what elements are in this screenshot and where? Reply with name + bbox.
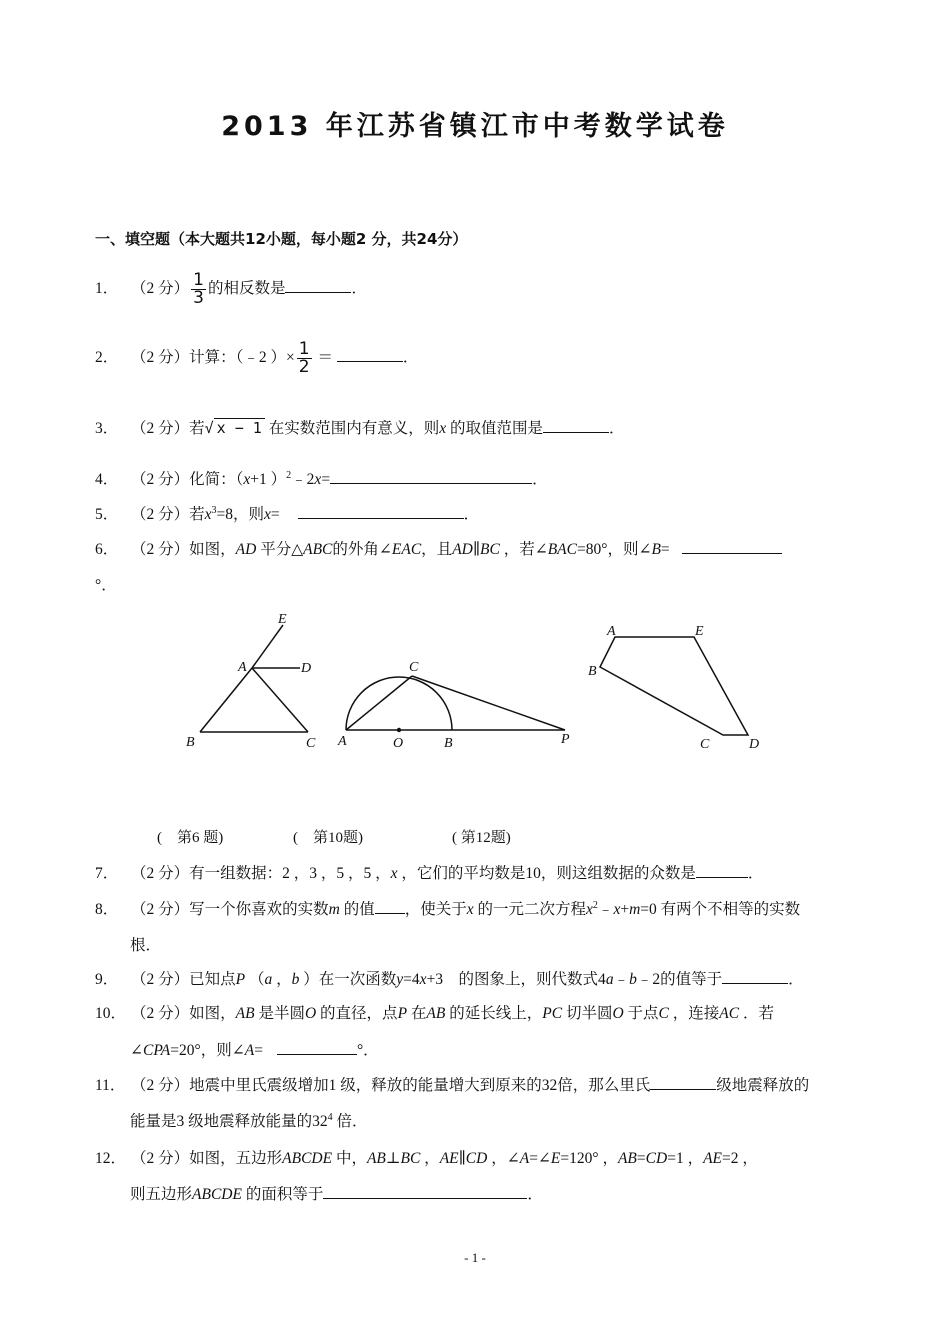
answer-blank: [298, 504, 464, 519]
label-a: A: [607, 624, 616, 639]
question-9: 9． （2 分）已知点P （a ，b ）在一次函数y=4x+3 的图象上，则代数式4a﹣b﹣2的值等于 ．: [95, 971, 804, 988]
label-c: C: [306, 736, 316, 751]
label-b: B: [186, 735, 195, 750]
question-11: 11． （2 分）地震中里氏震级增加1 级，释放的能量增大到原来的32倍，那么里氏 级地震释放的: [95, 1077, 810, 1094]
answer-blank: [650, 1075, 716, 1090]
question-6: 6． （2 分）如图，AD 平分△ABC的外角∠EAC，且AD∥BC ，若∠BAC=80°，则∠B=: [95, 537, 782, 559]
fraction: $\frac{1}{2}$: [298, 339, 310, 377]
question-8: 8． （2 分）写一个你喜欢的实数m 的值 ，使关于x 的一元二次方程$x^2﹣x+m=0$ 有两个不相等的实数: [95, 899, 801, 918]
label-b: B: [444, 736, 453, 751]
question-3: 3． （2 分）若√ x − 1 在实数范围内有意义，则x 的取值范围是 ．: [95, 419, 625, 437]
label-d: D: [749, 737, 760, 752]
answer-blank: [323, 1184, 527, 1199]
answer-blank: [330, 469, 532, 484]
figures: [180, 605, 780, 765]
square-root: √ x − 1: [205, 419, 265, 437]
question-12-line2: 则五边形ABCDE 的面积等于 ．: [130, 1186, 543, 1203]
fraction: $\frac{1}{3}$: [193, 270, 204, 308]
question-12: 12． （2 分）如图，五边形ABCDE 中，AB⊥BC ，AE∥CD ，∠A=∠E=120° ，AB=CD=1 ，AE=2 ，: [95, 1150, 758, 1167]
section-heading: 一、填空题（本大题共12小题，每小题2 分，共24分）: [95, 230, 468, 248]
question-7: 7． （2 分）有一组数据：2 ，3 ，5 ，5 ，x ，它们的平均数是10，则这组数据的众数是 ．: [95, 865, 764, 882]
page-number: - 1 -: [464, 1250, 486, 1265]
question-5: 5． （2 分）若$x^3=8$，则x= ．: [95, 504, 480, 523]
answer-blank: [375, 899, 405, 914]
question-4: 4． （2 分）化简：（x+1 ）$^2$﹣2x= ．: [95, 469, 548, 488]
label-c: C: [409, 660, 419, 675]
question-1: 1． （2 分） $\frac{1}{3}$ 的相反数是 ．: [95, 270, 367, 308]
answer-blank: [277, 1040, 357, 1055]
caption-6: ( 第6 题): [157, 830, 224, 846]
figure-10: [337, 660, 570, 751]
figure-12: [588, 624, 759, 752]
figure-6: [186, 612, 316, 751]
question-10-line2: ∠CPA=20°，则∠A= °．: [130, 1042, 379, 1059]
question-11-line2: 能量是3 级地震释放能量的$32^4$ 倍．: [130, 1111, 368, 1130]
answer-blank: [285, 278, 351, 293]
page-title: 2013 年江苏省镇江市中考数学试卷: [221, 111, 729, 142]
question-number: 1．: [95, 280, 119, 298]
answer-blank: [337, 347, 403, 362]
question-6-line2: °．: [95, 577, 117, 594]
answer-blank: [696, 863, 748, 878]
caption-12: ( 第12题): [452, 830, 511, 846]
label-b: B: [588, 664, 597, 679]
label-a: A: [238, 660, 247, 675]
question-2: 2． （2 分）计算：（﹣2 ）× $\frac{1}{2}$ ＝ ．: [95, 339, 419, 377]
question-10: 10． （2 分）如图，AB 是半圆O 的直径，点P 在AB 的延长线上，PC 切半圆O 于点C ，连接AC ．若: [95, 1005, 774, 1022]
answer-blank: [682, 539, 782, 554]
label-e: E: [695, 624, 704, 639]
label-p: P: [561, 732, 570, 747]
label-e: E: [278, 612, 287, 627]
label-a: A: [338, 734, 347, 749]
answer-blank: [722, 969, 788, 984]
caption-10: ( 第10题): [293, 830, 363, 846]
label-d: D: [301, 661, 312, 676]
label-c: C: [700, 737, 710, 752]
label-o: O: [393, 736, 404, 751]
answer-blank: [543, 418, 609, 433]
question-8-line2: 根．: [130, 937, 162, 954]
